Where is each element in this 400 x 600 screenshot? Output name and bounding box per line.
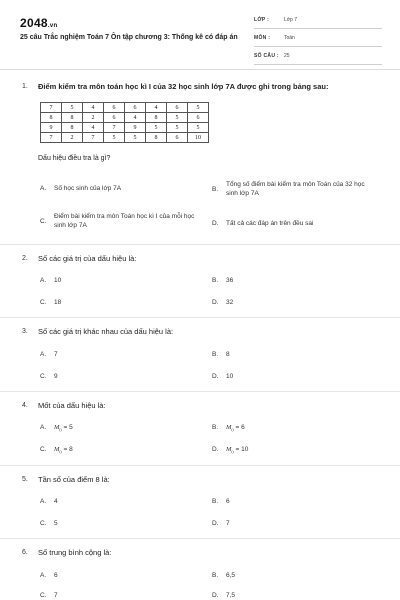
option-text: Số học sinh của lớp 7A <box>54 185 122 192</box>
answer-option-a[interactable] <box>40 572 58 579</box>
score-table <box>40 102 209 143</box>
meta-value: Lớp 7 <box>284 17 298 23</box>
option-text: Tất cả các đáp án trên đều sai <box>226 220 314 227</box>
table-cell: 6 <box>167 103 188 113</box>
divider <box>0 317 400 318</box>
option-label: B. <box>212 498 219 505</box>
option-text: 36 <box>226 277 234 284</box>
question-number: 6. <box>22 549 28 556</box>
question-number: 1. <box>22 83 28 90</box>
answer-option-d[interactable] <box>212 299 233 306</box>
option-text: 10 <box>54 277 62 284</box>
table-row <box>41 123 209 133</box>
question-subtext: Dấu hiệu điều tra là gì? <box>38 155 111 162</box>
option-text: 8 <box>226 351 230 358</box>
table-cell: 9 <box>41 123 62 133</box>
meta-key: MÔN : <box>254 35 271 41</box>
option-text: 10 <box>226 373 234 380</box>
table-cell: 6 <box>125 103 146 113</box>
option-label: D. <box>212 446 219 453</box>
table-cell: 2 <box>62 133 83 143</box>
answer-option-d[interactable] <box>212 520 230 527</box>
option-text: Điểm bài kiểm tra môn Toán học kì I của mỗi học sinh lớp 7A <box>54 213 195 229</box>
option-label: C. <box>40 218 47 225</box>
table-row <box>41 133 209 143</box>
header-divider <box>0 69 400 70</box>
divider <box>0 465 400 466</box>
meta-info <box>254 14 382 68</box>
page-title: 25 câu Trắc nghiệm Toán 7 Ôn tập chương 3: Thống kê có đáp án <box>20 34 238 41</box>
answer-option-a[interactable] <box>40 351 58 358</box>
option-text: 32 <box>226 299 234 306</box>
meta-row-count <box>254 50 382 65</box>
table-row <box>41 103 209 113</box>
table-cell: 10 <box>188 133 209 143</box>
answer-option-c[interactable] <box>40 373 58 380</box>
option-text: 18 <box>54 299 62 306</box>
answer-option-b[interactable] <box>212 180 382 200</box>
option-text: 4 <box>54 498 58 505</box>
table-cell: 9 <box>125 123 146 133</box>
option-text: 7 <box>54 351 58 358</box>
site-logo[interactable] <box>20 16 57 30</box>
option-label: A. <box>40 572 47 579</box>
table-cell: 5 <box>167 123 188 133</box>
option-label: D. <box>212 520 219 527</box>
option-text: 9 <box>54 373 58 380</box>
option-label: D. <box>212 592 219 599</box>
option-label: C. <box>40 446 47 453</box>
option-text: 7,5 <box>226 592 236 599</box>
table-cell: 6 <box>167 133 188 143</box>
answer-option-c[interactable] <box>40 592 58 599</box>
meta-key: SỐ CÂU : <box>254 53 279 59</box>
option-label: B. <box>212 424 219 431</box>
meta-row-subject <box>254 32 382 47</box>
option-label: C. <box>40 299 47 306</box>
math-mode-symbol: $M_0$ <box>54 446 62 455</box>
option-label: A. <box>40 498 47 505</box>
option-text: Tổng số điểm bài kiểm tra môn Toán của 32 học sinh lớp 7A <box>226 181 365 197</box>
question-text: Số các giá trị của dấu hiệu là: <box>38 254 137 263</box>
answer-option-b[interactable] <box>212 498 230 505</box>
table-cell: 5 <box>188 123 209 133</box>
logo-main: 2048 <box>20 16 48 30</box>
option-label: D. <box>212 373 219 380</box>
option-text: 7 <box>226 520 230 527</box>
logo-suffix: .vn <box>47 23 58 29</box>
option-label: D. <box>212 299 219 306</box>
table-cell: 6 <box>104 113 125 123</box>
option-label: C. <box>40 373 47 380</box>
table-cell: 8 <box>146 113 167 123</box>
question-number: 4. <box>22 402 28 409</box>
table-row <box>41 113 209 123</box>
answer-option-b[interactable] <box>212 351 230 358</box>
question-text: Số các giá trị khác nhau của dấu hiệu là: <box>38 327 174 336</box>
meta-key: LỚP : <box>254 17 270 23</box>
table-cell: 7 <box>83 133 104 143</box>
meta-value: 25 <box>284 53 290 59</box>
option-text: 6,5 <box>226 572 236 579</box>
question-number: 3. <box>22 328 28 335</box>
answer-option-b[interactable] <box>212 572 235 579</box>
option-label: B. <box>212 572 219 579</box>
question-text: Điểm kiểm tra môn toán học kì I của 32 học sinh lớp 7A được ghi trong bảng sau: <box>38 82 329 91</box>
divider <box>0 538 400 539</box>
table-cell: 4 <box>125 113 146 123</box>
header <box>0 0 400 70</box>
table-cell: 6 <box>104 103 125 113</box>
answer-option-b[interactable] <box>212 424 245 432</box>
table-cell: 7 <box>41 133 62 143</box>
table-cell: 7 <box>104 123 125 133</box>
table-cell: 5 <box>125 133 146 143</box>
option-label: A. <box>40 277 47 284</box>
option-label: B. <box>212 351 219 358</box>
option-label: D. <box>212 220 219 227</box>
table-cell: 5 <box>62 103 83 113</box>
table-cell: 7 <box>41 103 62 113</box>
table-cell: 5 <box>167 113 188 123</box>
option-text: = 5 <box>63 424 73 431</box>
table-cell: 8 <box>62 123 83 133</box>
option-text: = 6 <box>235 424 245 431</box>
answer-option-d[interactable] <box>212 373 233 380</box>
option-label: C. <box>40 592 47 599</box>
answer-option-c[interactable] <box>40 299 61 306</box>
table-cell: 4 <box>83 123 104 133</box>
divider <box>0 244 400 245</box>
answer-option-a[interactable] <box>40 498 58 505</box>
answer-option-b[interactable] <box>212 277 233 284</box>
option-label: B. <box>212 186 219 193</box>
answer-option-c[interactable] <box>40 446 73 454</box>
answer-option-a[interactable] <box>40 424 73 432</box>
option-label: A. <box>40 185 47 192</box>
math-mode-symbol: $M_0$ <box>54 424 62 433</box>
table-cell: 4 <box>83 103 104 113</box>
answer-option-a[interactable] <box>40 277 61 284</box>
answer-option-a[interactable] <box>40 185 121 192</box>
table-cell: 8 <box>41 113 62 123</box>
option-text: = 8 <box>63 446 73 453</box>
option-text: 7 <box>54 592 58 599</box>
divider <box>0 391 400 392</box>
table-cell: 2 <box>83 113 104 123</box>
table-cell: 5 <box>146 123 167 133</box>
option-label: C. <box>40 520 47 527</box>
answer-option-c[interactable] <box>40 520 58 527</box>
question-text: Tần số của điểm 8 là: <box>38 475 110 484</box>
option-label: A. <box>40 424 47 431</box>
option-text: = 10 <box>235 446 249 453</box>
table-cell: 5 <box>188 103 209 113</box>
table-cell: 6 <box>188 113 209 123</box>
table-cell: 4 <box>146 103 167 113</box>
table-cell: 5 <box>104 133 125 143</box>
table-cell: 8 <box>62 113 83 123</box>
option-text: 6 <box>54 572 58 579</box>
option-label: A. <box>40 351 47 358</box>
question-text: Số trung bình cộng là: <box>38 548 112 557</box>
question-number: 5. <box>22 476 28 483</box>
answer-option-c[interactable] <box>40 212 210 232</box>
math-mode-symbol: $M_0$ <box>226 446 234 455</box>
option-text: 6 <box>226 498 230 505</box>
math-mode-symbol: $M_0$ <box>226 424 234 433</box>
question-text: Mốt của dấu hiệu là: <box>38 401 106 410</box>
meta-value: Toán <box>284 35 295 41</box>
option-text: 5 <box>54 520 58 527</box>
answer-option-d[interactable] <box>212 592 235 599</box>
option-label: B. <box>212 277 219 284</box>
table-cell: 8 <box>146 133 167 143</box>
question-number: 2. <box>22 255 28 262</box>
answer-option-d[interactable] <box>212 220 313 227</box>
answer-option-d[interactable] <box>212 446 248 454</box>
meta-row-class <box>254 14 382 29</box>
